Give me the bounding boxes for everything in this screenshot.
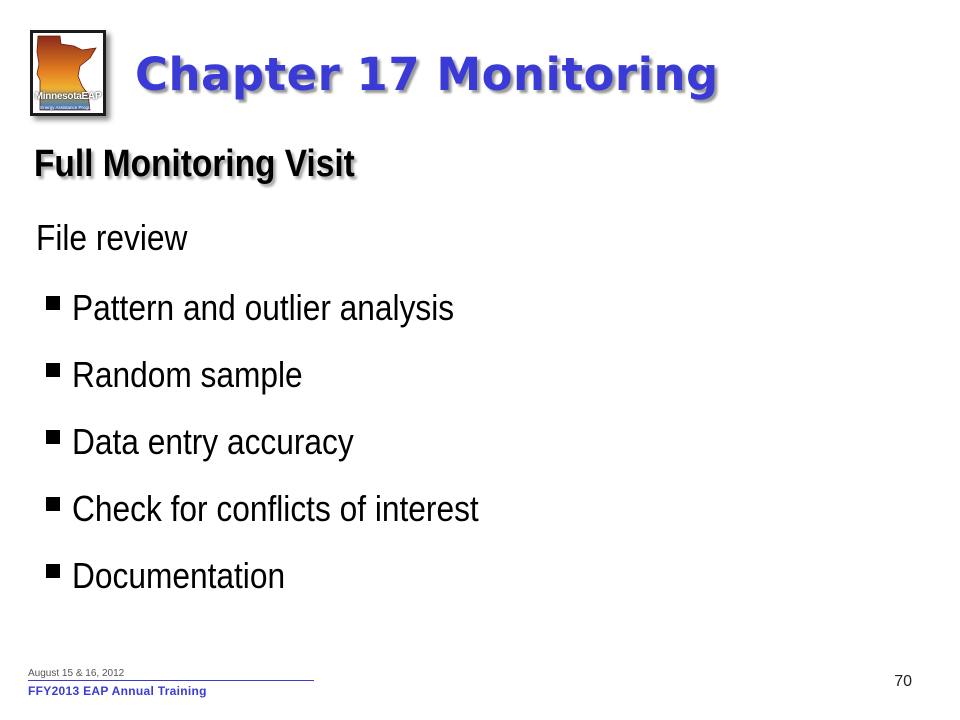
- square-bullet-icon: [46, 430, 60, 444]
- minnesota-eap-logo: [30, 30, 106, 116]
- content-heading: File review: [36, 217, 188, 258]
- footer-date: August 15 & 16, 2012: [28, 668, 314, 681]
- square-bullet-icon: [46, 296, 60, 310]
- footer-training-title: FFY2013 EAP Annual Training: [28, 684, 207, 698]
- square-bullet-icon: [46, 564, 60, 578]
- logo-text: MinnesotaEAP: [34, 91, 102, 102]
- square-bullet-icon: [46, 497, 60, 511]
- bullet-text: Pattern and outlier analysis: [72, 287, 455, 328]
- bullet-text: Documentation: [72, 555, 286, 596]
- square-bullet-icon: [46, 363, 60, 377]
- section-subtitle: Full Monitoring Visit: [34, 143, 355, 185]
- minnesota-map-icon: [30, 30, 106, 116]
- bullet-text: Random sample: [72, 354, 303, 395]
- bullet-text: Check for conflicts of interest: [72, 488, 479, 529]
- bullet-text: Data entry accuracy: [72, 421, 354, 462]
- logo-subtext: Energy Assistance Program: [40, 105, 96, 110]
- slide-title: Chapter 17 Monitoring: [135, 48, 719, 101]
- page-number: 70: [894, 673, 912, 690]
